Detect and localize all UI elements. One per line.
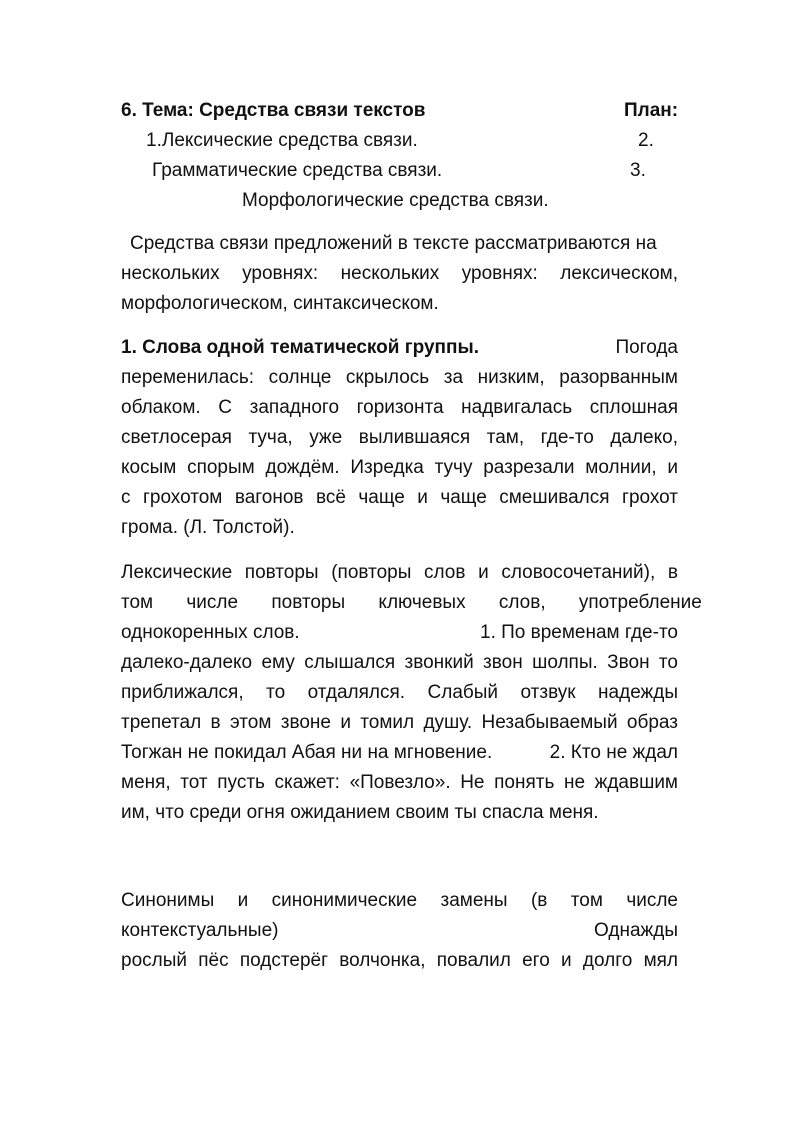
section2-line: том числе повторы ключевых слов, употребление xyxy=(121,592,702,613)
section2-line-7: Тогжан не покидал Абая ни на мгновение. 2. Кто не ждал xyxy=(121,742,678,763)
section2-line: Лексические повторы (повторы слов и словосочетаний), в xyxy=(121,562,678,583)
section2-line-3: однокоренных слов. 1. По временам где-то xyxy=(121,622,678,643)
section3-line-2: контекстуальные) Однажды xyxy=(121,920,678,941)
section2-line: им, что среди огня ожиданием своим ты спасла меня. xyxy=(121,802,599,823)
section1-line: с грохотом вагонов всё чаще и чаще смешивался грохот xyxy=(121,487,678,508)
intro-line-1: Средства связи предложений в тексте рассматриваются на xyxy=(130,233,657,254)
intro-line-3: морфологическом, синтаксическом. xyxy=(121,293,439,314)
section1-first-line xyxy=(121,333,678,363)
plan-item-3-number: 3. xyxy=(630,160,646,181)
section1-title: 1. Слова одной тематической группы. xyxy=(121,337,480,358)
section2-line: приближался, то отдалялся. Слабый отзвук надежды xyxy=(121,682,678,703)
section1-line: косым спорым дождём. Изредка тучу разрезали молнии, и xyxy=(121,457,678,478)
intro-line-2: нескольких уровнях: нескольких уровнях: лексическом, xyxy=(121,263,678,284)
section1-first-word: Погода xyxy=(615,337,678,358)
section2-line: меня, тот пусть скажет: «Повезло». Не понять не ждавшим xyxy=(121,772,678,793)
plan-item-2-number: 2. xyxy=(638,130,654,151)
plan-item-1: 1.Лексические средства связи. xyxy=(146,130,418,151)
section1-line: облаком. С западного горизонта надвигалась сплошная xyxy=(121,397,678,418)
section1-line: грома. (Л. Толстой). xyxy=(121,517,295,538)
plan-label: План: xyxy=(624,100,679,121)
section1-line: переменилась: солнце скрылось за низким, разорванным xyxy=(121,367,678,388)
section3-line-1: Синонимы и синонимические замены (в том числе xyxy=(121,890,678,911)
topic-title: 6. Тема: Средства связи текстов xyxy=(121,100,426,121)
section2-line: далеко-далеко ему слышался звонкий звон шолпы. Звон то xyxy=(121,652,678,673)
plan-item-3: Морфологические средства связи. xyxy=(242,190,549,211)
plan-item-2: Грамматические средства связи. xyxy=(152,160,443,181)
section1-line: светлосерая туча, уже вылившаяся там, где-то далеко, xyxy=(121,427,678,448)
section2-line: трепетал в этом звоне и томил душу. Незабываемый образ xyxy=(121,712,678,733)
section3-line-3: рослый пёс подстерёг волчонка, повалил его и долго мял xyxy=(121,950,678,971)
